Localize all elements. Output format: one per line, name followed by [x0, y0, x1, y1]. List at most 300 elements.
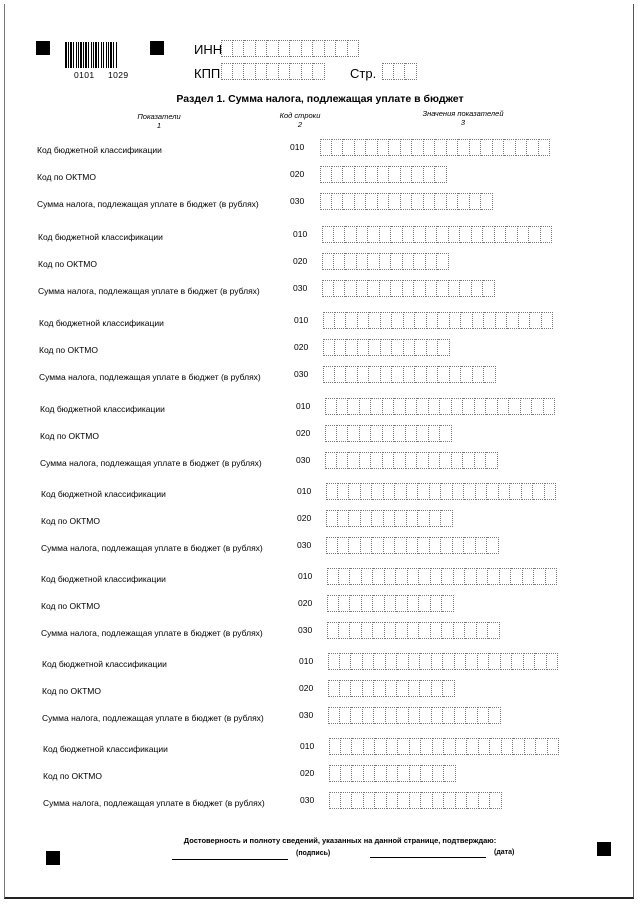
input-cell[interactable] — [369, 312, 381, 329]
input-cell[interactable] — [521, 398, 533, 415]
input-cell[interactable] — [375, 738, 387, 755]
input-cell[interactable] — [432, 680, 444, 697]
input-cell[interactable] — [339, 595, 351, 612]
input-cell[interactable] — [440, 425, 452, 442]
input-cell[interactable] — [362, 622, 374, 639]
input-cell[interactable] — [338, 510, 350, 527]
input-cell[interactable] — [381, 312, 393, 329]
field-sum-4[interactable] — [325, 452, 498, 469]
input-cell[interactable] — [360, 398, 372, 415]
kpp-field[interactable] — [221, 63, 325, 80]
input-cell[interactable] — [384, 510, 396, 527]
input-cell[interactable] — [221, 63, 233, 80]
field-oktmo-4[interactable] — [325, 425, 452, 442]
input-cell[interactable] — [415, 312, 427, 329]
input-cell[interactable] — [546, 568, 558, 585]
field-oktmo-6[interactable] — [327, 595, 454, 612]
input-cell[interactable] — [325, 425, 337, 442]
input-cell[interactable] — [415, 339, 427, 356]
input-cell[interactable] — [360, 452, 372, 469]
input-cell[interactable] — [532, 398, 544, 415]
input-cell[interactable] — [279, 40, 291, 57]
input-cell[interactable] — [408, 622, 420, 639]
field-oktmo-7[interactable] — [328, 680, 455, 697]
input-cell[interactable] — [404, 366, 416, 383]
input-cell[interactable] — [357, 253, 369, 270]
input-cell[interactable] — [375, 765, 387, 782]
input-cell[interactable] — [382, 63, 394, 80]
input-cell[interactable] — [437, 280, 449, 297]
input-cell[interactable] — [501, 653, 513, 670]
input-cell[interactable] — [338, 537, 350, 554]
input-cell[interactable] — [412, 166, 424, 183]
input-cell[interactable] — [417, 425, 429, 442]
input-cell[interactable] — [341, 792, 353, 809]
input-cell[interactable] — [458, 193, 470, 210]
input-cell[interactable] — [430, 537, 442, 554]
input-cell[interactable] — [329, 792, 341, 809]
input-cell[interactable] — [256, 63, 268, 80]
input-cell[interactable] — [424, 193, 436, 210]
date-line[interactable] — [370, 857, 486, 858]
field-sum-8[interactable] — [329, 792, 502, 809]
input-cell[interactable] — [355, 139, 367, 156]
input-cell[interactable] — [244, 63, 256, 80]
input-cell[interactable] — [430, 483, 442, 500]
input-cell[interactable] — [322, 280, 334, 297]
input-cell[interactable] — [380, 253, 392, 270]
input-cell[interactable] — [391, 226, 403, 243]
input-cell[interactable] — [418, 483, 430, 500]
input-cell[interactable] — [466, 707, 478, 724]
input-cell[interactable] — [437, 253, 449, 270]
input-cell[interactable] — [371, 425, 383, 442]
input-cell[interactable] — [335, 312, 347, 329]
input-cell[interactable] — [349, 510, 361, 527]
input-cell[interactable] — [420, 707, 432, 724]
input-cell[interactable] — [389, 139, 401, 156]
input-cell[interactable] — [351, 653, 363, 670]
input-cell[interactable] — [396, 568, 408, 585]
input-cell[interactable] — [380, 280, 392, 297]
field-oktmo-1[interactable] — [320, 166, 447, 183]
input-cell[interactable] — [407, 510, 419, 527]
input-cell[interactable] — [529, 226, 541, 243]
input-cell[interactable] — [348, 398, 360, 415]
input-cell[interactable] — [534, 568, 546, 585]
input-cell[interactable] — [351, 707, 363, 724]
input-cell[interactable] — [391, 280, 403, 297]
input-cell[interactable] — [233, 63, 245, 80]
input-cell[interactable] — [302, 40, 314, 57]
input-cell[interactable] — [391, 253, 403, 270]
input-cell[interactable] — [490, 738, 502, 755]
input-cell[interactable] — [355, 193, 367, 210]
input-cell[interactable] — [372, 510, 384, 527]
input-cell[interactable] — [509, 398, 521, 415]
input-cell[interactable] — [397, 653, 409, 670]
input-cell[interactable] — [541, 226, 553, 243]
input-cell[interactable] — [466, 653, 478, 670]
input-cell[interactable] — [527, 139, 539, 156]
input-cell[interactable] — [334, 253, 346, 270]
input-cell[interactable] — [340, 653, 352, 670]
input-cell[interactable] — [366, 139, 378, 156]
input-cell[interactable] — [484, 312, 496, 329]
input-cell[interactable] — [358, 312, 370, 329]
input-cell[interactable] — [406, 452, 418, 469]
field-sum-5[interactable] — [326, 537, 499, 554]
input-cell[interactable] — [433, 738, 445, 755]
input-cell[interactable] — [403, 280, 415, 297]
input-cell[interactable] — [267, 63, 279, 80]
input-cell[interactable] — [338, 483, 350, 500]
input-cell[interactable] — [523, 568, 535, 585]
input-cell[interactable] — [404, 312, 416, 329]
input-cell[interactable] — [431, 622, 443, 639]
input-cell[interactable] — [479, 792, 491, 809]
input-cell[interactable] — [435, 193, 447, 210]
input-cell[interactable] — [435, 139, 447, 156]
input-cell[interactable] — [516, 139, 528, 156]
input-cell[interactable] — [444, 738, 456, 755]
input-cell[interactable] — [373, 568, 385, 585]
input-cell[interactable] — [329, 765, 341, 782]
input-cell[interactable] — [455, 653, 467, 670]
input-cell[interactable] — [337, 452, 349, 469]
input-cell[interactable] — [352, 792, 364, 809]
input-cell[interactable] — [386, 680, 398, 697]
input-cell[interactable] — [465, 568, 477, 585]
input-cell[interactable] — [406, 425, 418, 442]
input-cell[interactable] — [366, 193, 378, 210]
input-cell[interactable] — [440, 398, 452, 415]
input-cell[interactable] — [427, 366, 439, 383]
input-cell[interactable] — [398, 738, 410, 755]
input-cell[interactable] — [412, 193, 424, 210]
input-cell[interactable] — [410, 738, 422, 755]
input-cell[interactable] — [361, 510, 373, 527]
input-cell[interactable] — [414, 226, 426, 243]
input-cell[interactable] — [465, 622, 477, 639]
input-cell[interactable] — [394, 425, 406, 442]
input-cell[interactable] — [362, 595, 374, 612]
input-cell[interactable] — [374, 680, 386, 697]
input-cell[interactable] — [421, 765, 433, 782]
inn-field[interactable] — [221, 40, 359, 57]
input-cell[interactable] — [384, 483, 396, 500]
input-cell[interactable] — [407, 483, 419, 500]
input-cell[interactable] — [467, 738, 479, 755]
input-cell[interactable] — [463, 452, 475, 469]
input-cell[interactable] — [339, 568, 351, 585]
input-cell[interactable] — [506, 226, 518, 243]
input-cell[interactable] — [398, 765, 410, 782]
input-cell[interactable] — [487, 537, 499, 554]
input-cell[interactable] — [470, 193, 482, 210]
input-cell[interactable] — [433, 792, 445, 809]
input-cell[interactable] — [337, 398, 349, 415]
input-cell[interactable] — [328, 653, 340, 670]
input-cell[interactable] — [244, 40, 256, 57]
input-cell[interactable] — [323, 366, 335, 383]
input-cell[interactable] — [350, 568, 362, 585]
input-cell[interactable] — [349, 483, 361, 500]
input-cell[interactable] — [346, 312, 358, 329]
input-cell[interactable] — [519, 312, 531, 329]
input-cell[interactable] — [290, 63, 302, 80]
input-cell[interactable] — [453, 537, 465, 554]
input-cell[interactable] — [460, 226, 472, 243]
input-cell[interactable] — [358, 339, 370, 356]
input-cell[interactable] — [372, 483, 384, 500]
field-oktmo-5[interactable] — [326, 510, 453, 527]
input-cell[interactable] — [510, 483, 522, 500]
input-cell[interactable] — [392, 366, 404, 383]
input-cell[interactable] — [441, 483, 453, 500]
input-cell[interactable] — [490, 792, 502, 809]
input-cell[interactable] — [518, 226, 530, 243]
input-cell[interactable] — [419, 595, 431, 612]
input-cell[interactable] — [357, 280, 369, 297]
input-cell[interactable] — [374, 653, 386, 670]
input-cell[interactable] — [513, 738, 525, 755]
input-cell[interactable] — [432, 653, 444, 670]
input-cell[interactable] — [418, 537, 430, 554]
field-kbk-5[interactable] — [326, 483, 556, 500]
input-cell[interactable] — [352, 738, 364, 755]
input-cell[interactable] — [327, 595, 339, 612]
field-oktmo-3[interactable] — [323, 339, 450, 356]
input-cell[interactable] — [429, 425, 441, 442]
input-cell[interactable] — [443, 680, 455, 697]
input-cell[interactable] — [443, 707, 455, 724]
input-cell[interactable] — [290, 40, 302, 57]
input-cell[interactable] — [427, 312, 439, 329]
input-cell[interactable] — [395, 483, 407, 500]
input-cell[interactable] — [486, 398, 498, 415]
input-cell[interactable] — [449, 226, 461, 243]
input-cell[interactable] — [545, 483, 557, 500]
input-cell[interactable] — [420, 680, 432, 697]
input-cell[interactable] — [334, 280, 346, 297]
input-cell[interactable] — [396, 595, 408, 612]
field-kbk-4[interactable] — [325, 398, 555, 415]
input-cell[interactable] — [484, 366, 496, 383]
input-cell[interactable] — [488, 568, 500, 585]
input-cell[interactable] — [360, 425, 372, 442]
input-cell[interactable] — [397, 680, 409, 697]
field-sum-2[interactable] — [322, 280, 495, 297]
input-cell[interactable] — [431, 595, 443, 612]
input-cell[interactable] — [397, 707, 409, 724]
input-cell[interactable] — [332, 166, 344, 183]
input-cell[interactable] — [500, 568, 512, 585]
input-cell[interactable] — [405, 63, 417, 80]
input-cell[interactable] — [456, 792, 468, 809]
input-cell[interactable] — [352, 765, 364, 782]
input-cell[interactable] — [481, 193, 493, 210]
input-cell[interactable] — [396, 622, 408, 639]
input-cell[interactable] — [363, 653, 375, 670]
input-cell[interactable] — [337, 425, 349, 442]
input-cell[interactable] — [357, 226, 369, 243]
input-cell[interactable] — [394, 452, 406, 469]
input-cell[interactable] — [507, 312, 519, 329]
input-cell[interactable] — [483, 280, 495, 297]
input-cell[interactable] — [368, 280, 380, 297]
input-cell[interactable] — [383, 398, 395, 415]
input-cell[interactable] — [380, 226, 392, 243]
input-cell[interactable] — [449, 280, 461, 297]
input-cell[interactable] — [403, 226, 415, 243]
input-cell[interactable] — [387, 738, 399, 755]
input-cell[interactable] — [454, 622, 466, 639]
input-cell[interactable] — [441, 537, 453, 554]
input-cell[interactable] — [408, 595, 420, 612]
field-kbk-3[interactable] — [323, 312, 553, 329]
input-cell[interactable] — [349, 537, 361, 554]
input-cell[interactable] — [455, 707, 467, 724]
input-cell[interactable] — [335, 339, 347, 356]
input-cell[interactable] — [461, 312, 473, 329]
input-cell[interactable] — [496, 312, 508, 329]
input-cell[interactable] — [435, 166, 447, 183]
input-cell[interactable] — [427, 339, 439, 356]
input-cell[interactable] — [447, 193, 459, 210]
input-cell[interactable] — [530, 312, 542, 329]
field-oktmo-8[interactable] — [329, 765, 456, 782]
input-cell[interactable] — [372, 537, 384, 554]
input-cell[interactable] — [350, 595, 362, 612]
input-cell[interactable] — [350, 622, 362, 639]
input-cell[interactable] — [334, 226, 346, 243]
input-cell[interactable] — [326, 537, 338, 554]
input-cell[interactable] — [442, 622, 454, 639]
input-cell[interactable] — [409, 653, 421, 670]
field-kbk-8[interactable] — [329, 738, 559, 755]
input-cell[interactable] — [389, 166, 401, 183]
field-kbk-7[interactable] — [328, 653, 558, 670]
input-cell[interactable] — [524, 653, 536, 670]
input-cell[interactable] — [256, 40, 268, 57]
input-cell[interactable] — [378, 166, 390, 183]
input-cell[interactable] — [417, 452, 429, 469]
input-cell[interactable] — [464, 537, 476, 554]
input-cell[interactable] — [464, 483, 476, 500]
input-cell[interactable] — [453, 483, 465, 500]
input-cell[interactable] — [326, 510, 338, 527]
input-cell[interactable] — [461, 366, 473, 383]
input-cell[interactable] — [332, 139, 344, 156]
input-cell[interactable] — [414, 253, 426, 270]
input-cell[interactable] — [429, 452, 441, 469]
input-cell[interactable] — [384, 537, 396, 554]
input-cell[interactable] — [489, 653, 501, 670]
input-cell[interactable] — [452, 398, 464, 415]
input-cell[interactable] — [385, 622, 397, 639]
input-cell[interactable] — [438, 339, 450, 356]
input-cell[interactable] — [443, 653, 455, 670]
input-cell[interactable] — [542, 312, 554, 329]
input-cell[interactable] — [385, 568, 397, 585]
input-cell[interactable] — [267, 40, 279, 57]
input-cell[interactable] — [442, 595, 454, 612]
input-cell[interactable] — [410, 765, 422, 782]
input-cell[interactable] — [421, 738, 433, 755]
input-cell[interactable] — [410, 792, 422, 809]
input-cell[interactable] — [476, 537, 488, 554]
input-cell[interactable] — [355, 166, 367, 183]
input-cell[interactable] — [392, 339, 404, 356]
input-cell[interactable] — [463, 398, 475, 415]
input-cell[interactable] — [512, 653, 524, 670]
input-cell[interactable] — [489, 707, 501, 724]
input-cell[interactable] — [409, 707, 421, 724]
input-cell[interactable] — [381, 366, 393, 383]
input-cell[interactable] — [472, 226, 484, 243]
input-cell[interactable] — [525, 738, 537, 755]
input-cell[interactable] — [346, 366, 358, 383]
input-cell[interactable] — [437, 226, 449, 243]
input-cell[interactable] — [348, 452, 360, 469]
input-cell[interactable] — [481, 139, 493, 156]
input-cell[interactable] — [361, 537, 373, 554]
input-cell[interactable] — [415, 366, 427, 383]
input-cell[interactable] — [432, 707, 444, 724]
input-cell[interactable] — [535, 653, 547, 670]
input-cell[interactable] — [345, 253, 357, 270]
input-cell[interactable] — [371, 398, 383, 415]
input-cell[interactable] — [364, 792, 376, 809]
input-cell[interactable] — [348, 40, 360, 57]
input-cell[interactable] — [328, 707, 340, 724]
input-cell[interactable] — [502, 738, 514, 755]
field-oktmo-2[interactable] — [322, 253, 449, 270]
input-cell[interactable] — [419, 568, 431, 585]
input-cell[interactable] — [408, 568, 420, 585]
input-cell[interactable] — [421, 792, 433, 809]
input-cell[interactable] — [495, 226, 507, 243]
input-cell[interactable] — [441, 510, 453, 527]
input-cell[interactable] — [478, 653, 490, 670]
input-cell[interactable] — [401, 166, 413, 183]
input-cell[interactable] — [440, 452, 452, 469]
input-cell[interactable] — [340, 680, 352, 697]
input-cell[interactable] — [539, 139, 551, 156]
input-cell[interactable] — [341, 738, 353, 755]
input-cell[interactable] — [536, 738, 548, 755]
input-cell[interactable] — [456, 738, 468, 755]
input-cell[interactable] — [417, 398, 429, 415]
input-cell[interactable] — [412, 139, 424, 156]
input-cell[interactable] — [320, 139, 332, 156]
input-cell[interactable] — [313, 40, 325, 57]
input-cell[interactable] — [361, 483, 373, 500]
input-cell[interactable] — [438, 312, 450, 329]
input-cell[interactable] — [329, 738, 341, 755]
input-cell[interactable] — [371, 452, 383, 469]
input-cell[interactable] — [364, 738, 376, 755]
field-sum-3[interactable] — [323, 366, 496, 383]
page-number-field[interactable] — [382, 63, 417, 80]
input-cell[interactable] — [302, 63, 314, 80]
input-cell[interactable] — [401, 139, 413, 156]
input-cell[interactable] — [322, 253, 334, 270]
input-cell[interactable] — [383, 452, 395, 469]
field-sum-7[interactable] — [328, 707, 501, 724]
input-cell[interactable] — [394, 398, 406, 415]
